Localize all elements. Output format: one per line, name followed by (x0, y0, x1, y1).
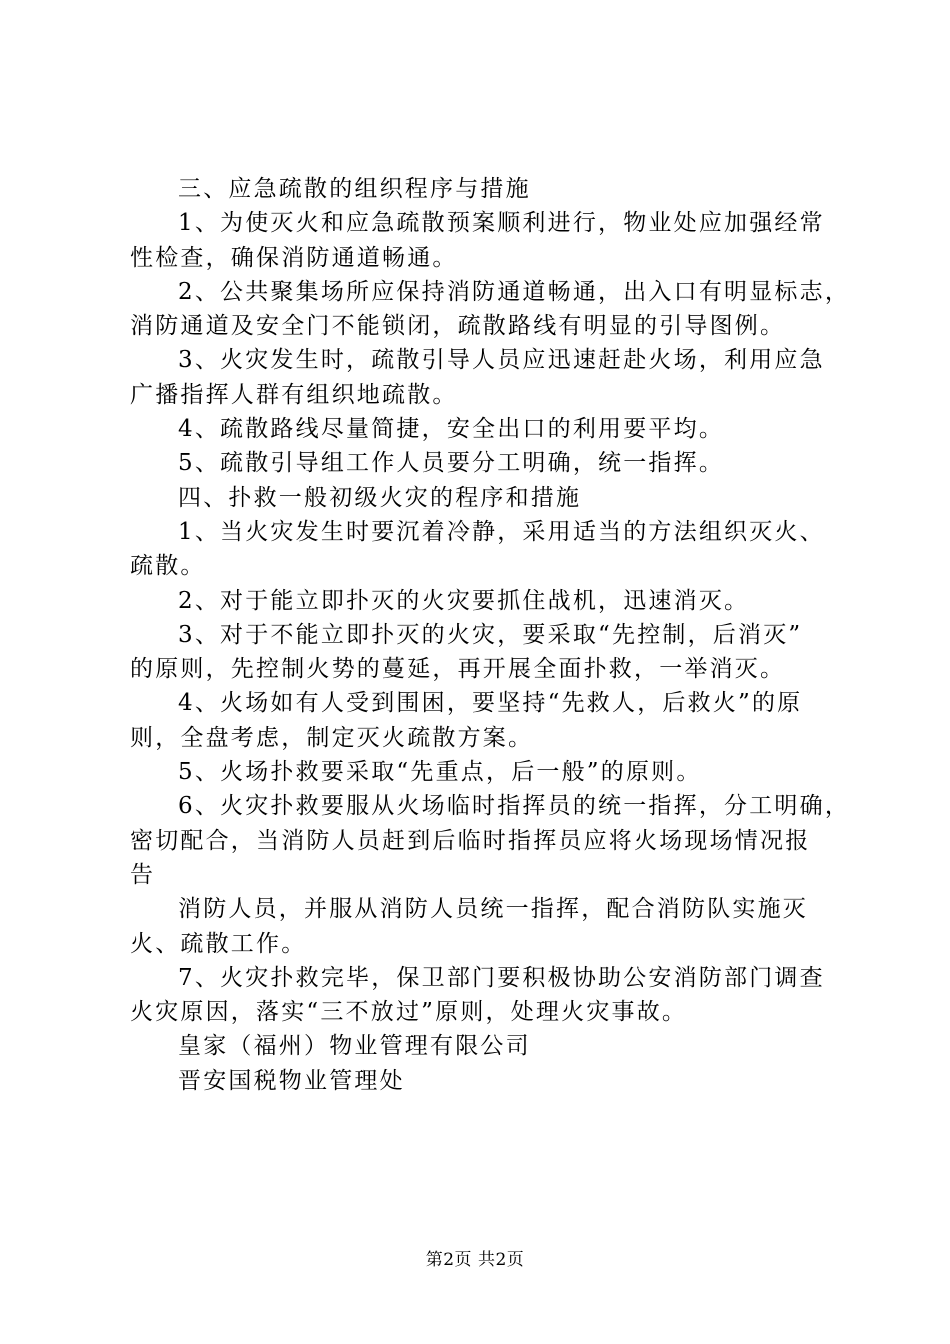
paragraph-line: 消防通道及安全门不能锁闭，疏散路线有明显的引导图例。 (130, 313, 786, 340)
paragraph-line: 性检查，确保消防通道畅通。 (130, 244, 458, 271)
section-heading-evacuation: 三、应急疏散的组织程序与措施 (178, 176, 531, 202)
paragraph-line: 消防人员，并服从消防人员统一指挥，配合消防队实施灭 (178, 896, 808, 923)
paragraph-line: 5、火场扑救要采取“先重点，后一般”的原则。 (178, 759, 702, 786)
paragraph-line: 3、对于不能立即扑灭的火灾，要采取“先控制，后消灭” (178, 621, 803, 648)
paragraph-line: 则，全盘考虑，制定灭火疏散方案。 (130, 724, 534, 751)
document-body (130, 172, 851, 1098)
paragraph-line: 火灾原因，落实“三不放过”原则，处理火灾事故。 (130, 999, 688, 1026)
paragraph-line: 7、火灾扑救完毕，保卫部门要积极协助公安消防部门调查 (178, 964, 825, 991)
paragraph-line: 的原则，先控制火势的蔓延，再开展全面扑救，一举消灭。 (130, 656, 786, 683)
signature-department: 晋安国税物业管理处 (178, 1067, 405, 1094)
paragraph-line: 火、疏散工作。 (130, 930, 307, 957)
paragraph-line: 6、火灾扑救要服从火场临时指挥员的统一指挥，分工明确， (178, 793, 851, 820)
paragraph-line: 5、疏散引导组工作人员要分工明确，统一指挥。 (178, 450, 725, 477)
paragraph-line: 2、公共聚集场所应保持消防通道畅通，出入口有明显标志， (178, 278, 851, 305)
section-heading-firefighting: 四、扑救一般初级火灾的程序和措施 (178, 484, 582, 511)
paragraph-line: 1、当火灾发生时要沉着冷静，采用适当的方法组织灭火、 (178, 518, 825, 545)
paragraph-line: 疏散。 (130, 553, 206, 580)
paragraph-line: 1、为使灭火和应急疏散预案顺利进行，物业处应加强经常 (178, 210, 825, 237)
paragraph-line: 4、疏散路线尽量简捷，安全出口的利用要平均。 (178, 416, 725, 443)
page-number-footer: 第2页 共2页 (425, 1250, 525, 1270)
paragraph-line: 4、火场如有人受到围困，要坚持“先救人，后救火”的原 (178, 690, 803, 717)
paragraph-line: 3、火灾发生时，疏散引导人员应迅速赶赴火场，利用应急 (178, 347, 825, 374)
paragraph-line: 2、对于能立即扑灭的火灾要抓住战机，迅速消灭。 (178, 587, 750, 614)
signature-company: 皇家（福州）物业管理有限公司 (178, 1033, 531, 1060)
paragraph-line: 告 (130, 861, 156, 888)
paragraph-line: 广播指挥人群有组织地疏散。 (130, 381, 458, 408)
paragraph-line: 密切配合，当消防人员赶到后临时指挥员应将火场现场情况报 (130, 827, 811, 854)
